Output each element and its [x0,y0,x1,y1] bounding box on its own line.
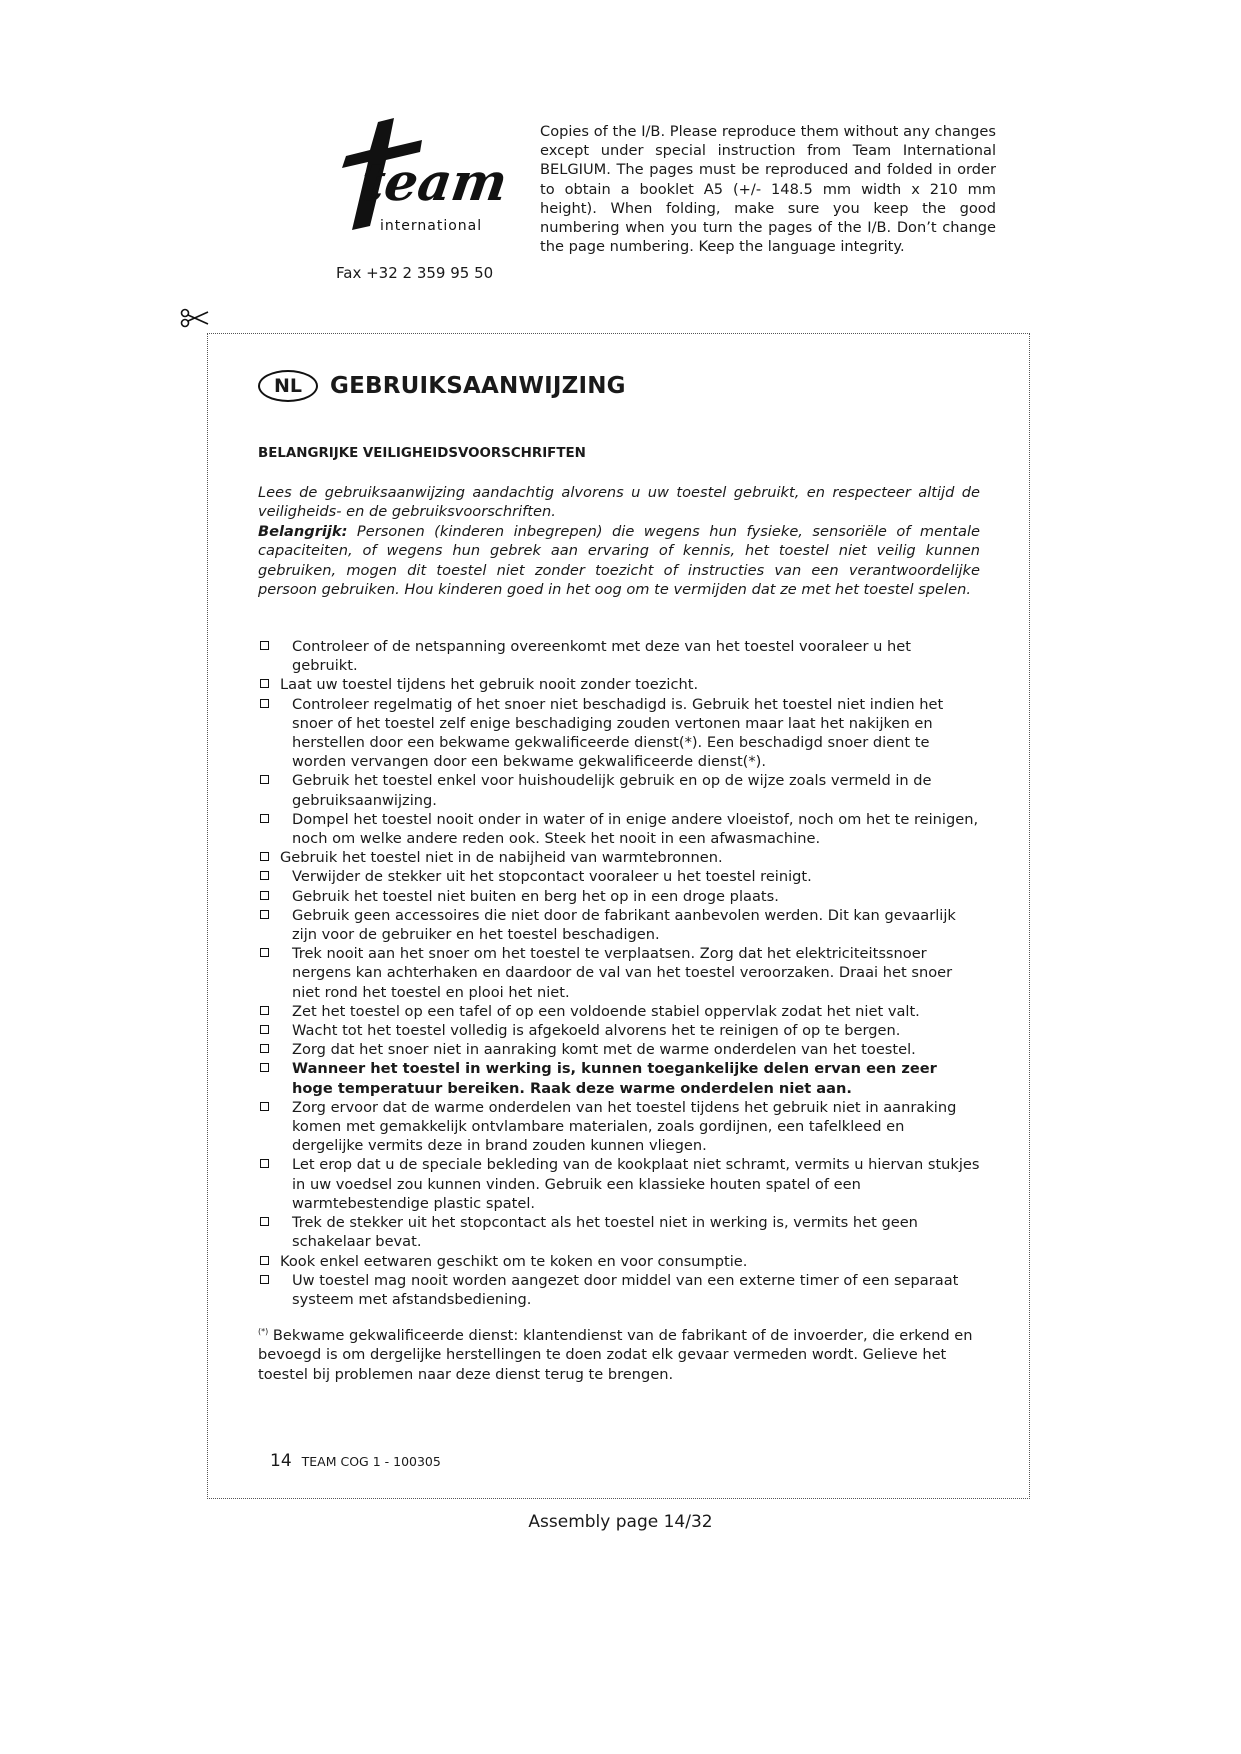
list-item: Kook enkel eetwaren geschikt om te koken en voor consumptie. [258,1252,980,1271]
list-item: Trek de stekker uit het stopcontact als het toestel niet in werking is, vermits het geen schakelaar bevat. [258,1213,980,1251]
language-badge: NL [258,370,318,402]
checkbox-bullet-icon [260,775,269,784]
checkbox-bullet-icon [260,1025,269,1034]
list-item: Dompel het toestel nooit onder in water of in enige andere vloeistof, noch om het te reinigen, noch om welke andere reden ook. Steek het nooit in een afwasmachine. [258,810,980,848]
list-item: Wacht tot het toestel volledig is afgekoeld alvorens het te reinigen of op te bergen. [258,1021,980,1040]
reproduction-instructions: Copies of the I/B. Please reproduce them without any changes except under special instruction from Team International BELGIUM. The pages must be reproduced and folded in order to obtain a booklet A5 (+/- 148.5 mm width x 210 mm height). When folding, make sure you keep the good numbering when you turn the pages of the I/B. Don’t change the page numbering. Keep the language integrity. [540,123,996,256]
checkbox-bullet-icon [260,1102,269,1111]
checkbox-bullet-icon [260,641,269,650]
list-item: Wanneer het toestel in werking is, kunnen toegankelijke delen ervan een zeer hoge temperatuur bereiken. Raak deze warme onderdelen niet aan. [258,1059,980,1097]
list-item: Zorg ervoor dat de warme onderdelen van het toestel tijdens het gebruik niet in aanraking komen met gemakkelijk ontvlambare materialen, zoals gordijnen, een tafelkleed en dergelijke vermits deze in brand zouden kunnen vliegen. [258,1098,980,1156]
list-item: Controleer regelmatig of het snoer niet beschadigd is. Gebruik het toestel niet indien het snoer of het toestel zelf enige beschadiging zouden vertonen maar laat het nakijken en herstellen door een bekwame gekwalificeerde dienst(*). Een beschadigd snoer dient te worden vervangen door een bekwame gekwalificeerde dienst(*). [258,695,980,772]
footnote-mark: (*) [258,1327,269,1336]
important-label: Belangrijk: [258,522,348,540]
scissors-icon [180,306,210,330]
list-item: Zet het toestel op een tafel of op een voldoende stabiel oppervlak zodat het niet valt. [258,1002,980,1021]
checkbox-bullet-icon [260,1256,269,1265]
page-footer [270,1451,441,1471]
checkbox-bullet-icon [260,891,269,900]
checkbox-bullet-icon [260,948,269,957]
checkbox-bullet-icon [260,1044,269,1053]
checkbox-bullet-icon [260,814,269,823]
important-paragraph [258,522,980,600]
page-title [258,370,626,402]
logo-word: team [356,152,512,213]
list-item: Zorg dat het snoer niet in aanraking komt met de warme onderdelen van het toestel. [258,1040,980,1059]
checkbox-bullet-icon [260,699,269,708]
list-item: Trek nooit aan het snoer om het toestel te verplaatsen. Zorg dat het elektriciteitssnoer nergens kan achterhaken en daardoor de val van het toestel veroorzaken. Draai het snoer niet rond het toestel en plooi het niet. [258,944,980,1002]
list-item: Let erop dat u de speciale bekleding van de kookplaat niet schramt, vermits u hiervan stukjes in uw voedsel zou kunnen vinden. Gebruik een klassieke houten spatel of een warmtebestendige plastic spatel. [258,1155,980,1213]
list-item: Verwijder de stekker uit het stopcontact vooraleer u het toestel reinigt. [258,867,980,886]
list-item: Gebruik het toestel enkel voor huishoudelijk gebruik en op de wijze zoals vermeld in de gebruiksaanwijzing. [258,771,980,809]
list-item: Controleer of de netspanning overeenkomt met deze van het toestel vooraleer u het gebruikt. [258,637,980,675]
footnote [258,1322,980,1385]
team-international-logo [330,118,512,236]
checkbox-bullet-icon [260,1006,269,1015]
important-text: Personen (kinderen inbegrepen) die wegens hun fysieke, sensoriële of mentale capaciteiten, of wegens hun gebrek aan ervaring of kennis, het toestel niet veilig kunnen gebruiken, mogen dit toestel niet zonder toezicht of instructies van een verantwoordelijke persoon gebruiken. Hou kinderen goed in het oog om te vermijden dat ze met het toestel spelen. [258,522,980,599]
intro-paragraph: Lees de gebruiksaanwijzing aandachtig alvorens u uw toestel gebruikt, en respecteer altijd de veiligheids- en de gebruiksvoorschriften. [258,484,980,521]
safety-rules-list [258,637,980,1309]
list-item: Uw toestel mag nooit worden aangezet door middel van een externe timer of een separaat systeem met afstandsbediening. [258,1271,980,1309]
list-item: Gebruik het toestel niet in de nabijheid van warmtebronnen. [258,848,980,867]
footnote-text: Bekwame gekwalificeerde dienst: klantendienst van de fabrikant of de invoerder, die erkend en bevoegd is om dergelijke herstellingen te doen zodat elk gevaar vermeden wordt. Gelieve het toestel bij problemen naar deze dienst terug te brengen. [258,1326,973,1384]
checkbox-bullet-icon [260,679,269,688]
document-title: GEBRUIKSAANWIJZING [330,373,626,399]
safety-intro [258,483,980,599]
fax-number: Fax +32 2 359 95 50 [336,264,494,282]
checkbox-bullet-icon [260,1063,269,1072]
checkbox-bullet-icon [260,910,269,919]
checkbox-bullet-icon [260,1275,269,1284]
checkbox-bullet-icon [260,1159,269,1168]
section-heading: BELANGRIJKE VEILIGHEIDSVOORSCHRIFTEN [258,446,586,461]
logo-subtitle: international [380,218,483,234]
checkbox-bullet-icon [260,852,269,861]
checkbox-bullet-icon [260,1217,269,1226]
list-item: Gebruik geen accessoires die niet door de fabrikant aanbevolen werden. Dit kan gevaarlijk zijn voor de gebruiker en het toestel beschadigen. [258,906,980,944]
page-number: 14 [270,1451,292,1471]
model-code: TEAM COG 1 - 100305 [301,1454,441,1469]
list-item: Gebruik het toestel niet buiten en berg het op in een droge plaats. [258,887,980,906]
checkbox-bullet-icon [260,871,269,880]
assembly-page-label: Assembly page 14/32 [528,1512,713,1532]
list-item: Laat uw toestel tijdens het gebruik nooit zonder toezicht. [258,675,980,694]
